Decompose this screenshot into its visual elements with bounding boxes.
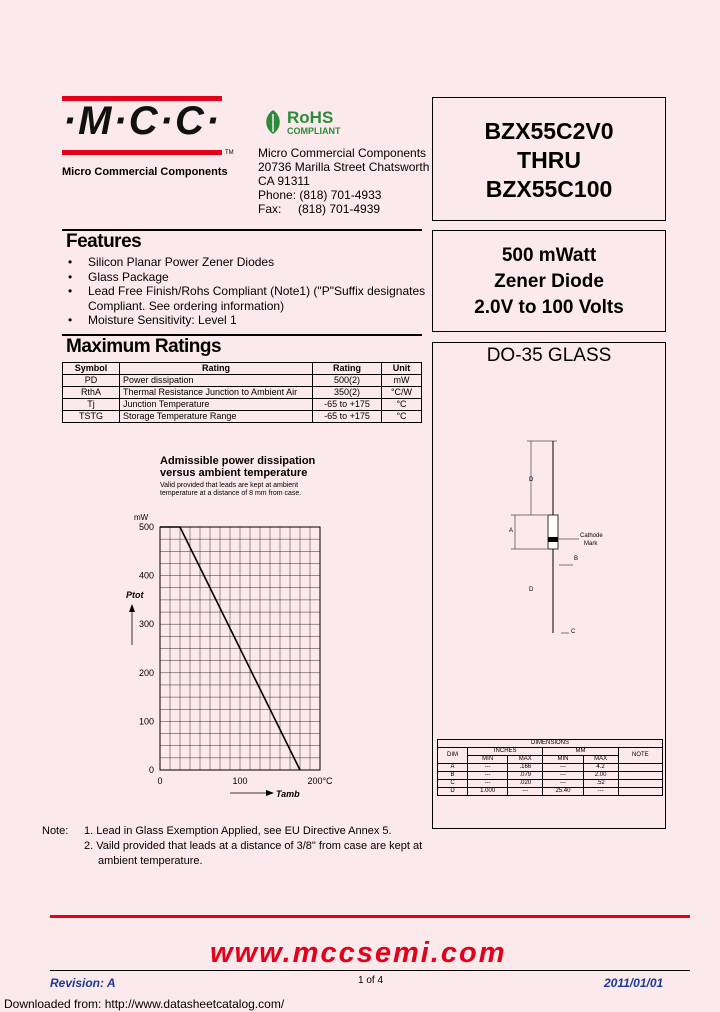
page-number: 1 of 4 [358,975,384,986]
col-symbol: Symbol [63,363,120,375]
value-cell: -65 to +175 [313,411,382,423]
cell: D [438,788,468,796]
cell: --- [543,780,583,788]
cell: --- [468,764,508,772]
col-rating: Rating [120,363,313,375]
mark-label: Mark [584,541,598,547]
cell: B [438,772,468,780]
y-tick-label: 200 [138,667,154,678]
cell [618,772,662,780]
dimensions-title: DIMENSIONS [438,740,663,748]
company-name: Micro Commercial Components [62,166,228,178]
dim-label-a: A [509,528,514,534]
chart-title: Admissible power dissipation versus ambient temperature [160,455,316,479]
table-row [438,764,663,772]
cell [618,764,662,772]
cell: .166 [508,764,543,772]
mcc-logo: ·M·C·C· [62,99,222,143]
cell: 2.00 [583,772,618,780]
symbol-cell: Tj [63,399,120,411]
trademark: TM [225,150,234,156]
y-tick-label: 300 [138,619,154,630]
note-item-1: 1. Lead in Glass Exemption Applied, see EU Directive Annex 5. [84,825,392,837]
note-item-2-cont: ambient temperature. [98,855,203,867]
cell: A [438,764,468,772]
dim-label-b: B [574,556,579,562]
cell: --- [468,780,508,788]
cell: --- [508,788,543,796]
cell: .079 [508,772,543,780]
table-row [63,387,422,399]
dim-label-d-top: D [529,477,534,483]
subheader: MAX [583,756,618,764]
note-item-2: 2. Vaild provided that leads at a distance of 3/8" from case are kept at [84,840,423,852]
package-title: DO-35 GLASS [486,345,612,366]
dimensions-table [437,739,663,796]
list-item: • Glass Package [66,270,428,285]
table-row [438,780,663,788]
description-box [432,230,666,332]
x-axis-arrowhead [266,790,274,796]
y-axis-label: Ptot [126,590,144,600]
rating-cell: Storage Temperature Range [120,411,313,423]
part-thru: THRU [517,147,581,173]
y-tick-label: 500 [138,522,154,532]
x-tick-label: 200°C [307,776,333,786]
y-axis-arrowhead [129,604,135,612]
x-axis-label: Tamb [276,789,300,799]
value-cell: 350(2) [313,387,382,399]
device-type: Zener Diode [494,271,604,292]
notes-label: Note: [42,825,69,837]
phone-line: Phone: (818) 701-4933 [258,188,382,202]
list-item: • Moisture Sensitivity: Level 1 [66,313,428,328]
features-list [66,255,428,328]
power-derating-chart [120,505,360,810]
ratings-heading: Maximum Ratings [66,336,222,357]
table-row [438,788,663,796]
part-number-box [432,97,666,221]
inches-header: INCHES [468,748,543,756]
cell: .52 [583,780,618,788]
voltage-range: 2.0V to 100 Volts [474,297,624,318]
rohs-title: RoHS [287,108,334,127]
list-item: • Lead Free Finish/Rohs Compliant (Note1) ("P"Suffix designates Compliant. See ordering information) [66,284,428,313]
cell: 4.2 [583,764,618,772]
table-row [63,375,422,387]
part-number-start: BZX55C2V0 [484,118,614,144]
address-line: CA 91311 [258,174,310,188]
y-unit-label: mW [134,513,149,522]
cell: --- [583,788,618,796]
address-line: Micro Commercial Components [258,146,427,160]
rohs-leaf-icon [262,108,284,136]
fax-line: Fax: (818) 701-4939 [258,202,381,216]
rating-cell: Power dissipation [120,375,313,387]
download-source-link[interactable]: Downloaded from: http://www.datasheetcatalog.com/ [4,997,285,1011]
subheader: MIN [468,756,508,764]
col-unit: Unit [382,363,422,375]
table-row [438,772,663,780]
website-link[interactable]: www.mccsemi.com [210,937,507,969]
cell [618,788,662,796]
address-line: 20736 Marilla Street Chatsworth [258,160,430,174]
table-row [63,411,422,423]
symbol-cell: TSTG [63,411,120,423]
rating-cell: Thermal Resistance Junction to Ambient Air [120,387,313,399]
company-address [258,146,429,216]
symbol-cell: PD [63,375,120,387]
cell: C [438,780,468,788]
cell [618,780,662,788]
symbol-cell: RthA [63,387,120,399]
value-cell: -65 to +175 [313,399,382,411]
power-rating: 500 mWatt [501,245,597,266]
list-item: • Silicon Planar Power Zener Diodes [66,255,428,270]
unit-cell: mW [382,375,422,387]
cell: 1.000 [468,788,508,796]
rohs-subtitle: COMPLIANT [287,126,341,136]
cell: 25.40 [543,788,583,796]
dim-label-c: C [571,629,576,635]
mm-header: MM [543,748,618,756]
rating-cell: Junction Temperature [120,399,313,411]
x-tick-label: 0 [157,776,163,786]
cell: --- [543,772,583,780]
part-number-end: BZX55C100 [485,176,613,202]
x-tick-label: 100 [232,776,248,786]
subheader: MIN [543,756,583,764]
table-row [63,399,422,411]
max-ratings-table [62,362,422,423]
chart-subtitle: Valid provided that leads are kept at ambient temperature at a distance of 8 mm from case. [160,482,302,497]
unit-cell: °C/W [382,387,422,399]
note-header: NOTE [618,748,662,764]
cell: --- [543,764,583,772]
unit-cell: °C [382,411,422,423]
diode-outline-drawing [433,343,665,643]
footer-divider [50,970,690,971]
revision-date: 2011/01/01 [604,976,664,990]
col-value: Rating [313,363,382,375]
notes-section [42,824,423,867]
cell: --- [468,772,508,780]
subheader: MAX [508,756,543,764]
cell: .020 [508,780,543,788]
y-tick-label: 400 [138,570,154,581]
unit-cell: °C [382,399,422,411]
revision: Revision: A [50,976,116,990]
footer-top-bar [50,915,690,918]
features-heading: Features [66,231,142,252]
y-tick-label: 100 [138,716,154,727]
dim-label-d-bottom: D [529,587,534,593]
y-tick-label: 0 [148,765,154,775]
cathode-label: Cathode [580,533,603,539]
logo-bottom-bar [62,150,222,155]
dim-header: DIM [438,748,468,764]
value-cell: 500(2) [313,375,382,387]
